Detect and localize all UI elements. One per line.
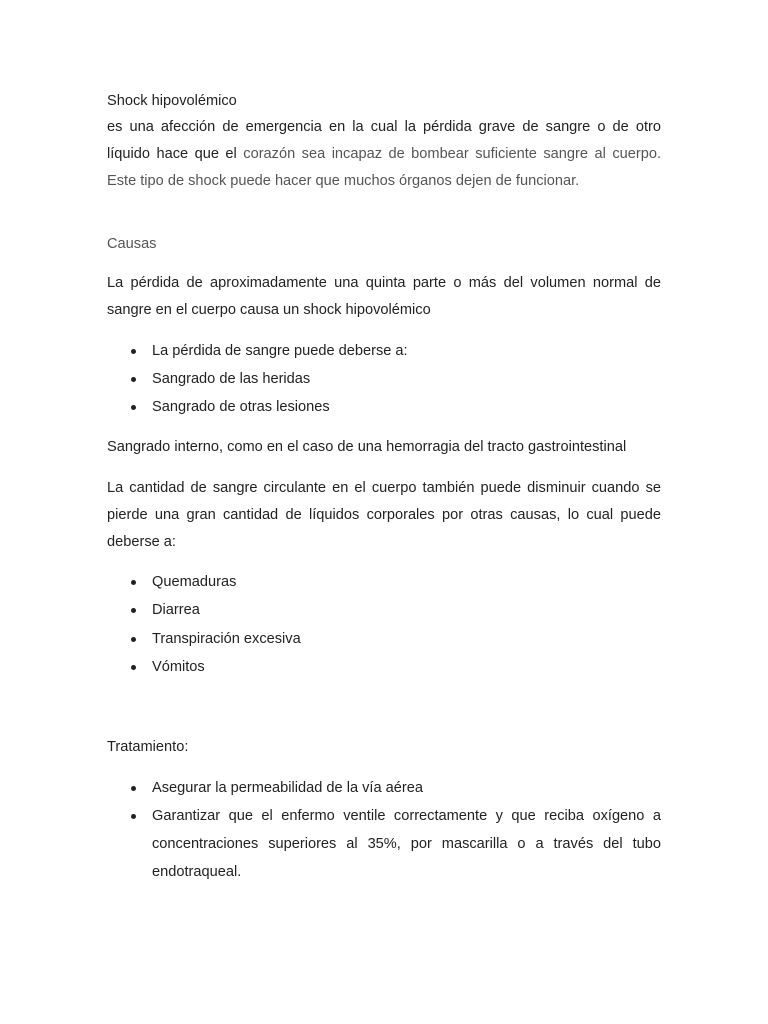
causes-intro: La pérdida de aproximadamente una quinta parte o más del volumen normal de sangre en el cuerpo causa un shock hipovolémico (107, 275, 661, 318)
list-item: Vómitos (107, 653, 661, 681)
intro-text-gray: corazón sea incapaz de bombear suficiente sangre al cuerpo. Este tipo de shock puede hacer que muchos órganos dejen de funcionar. (107, 146, 662, 189)
intro-paragraph (107, 114, 661, 195)
list-item: Sangrado de las heridas (107, 365, 661, 393)
list-item: Sangrado de otras lesiones (107, 393, 661, 421)
blood-loss-list (107, 337, 661, 421)
treatment-heading: Tratamiento: (107, 739, 189, 755)
bullet-icon (131, 405, 136, 410)
list-item: Transpiración excesiva (107, 625, 661, 653)
document-heading: Shock hipovolémico (107, 93, 237, 109)
internal-bleeding-paragraph: Sangrado interno, como en el caso de una hemorragia del tracto gastrointestinal (107, 439, 627, 455)
bullet-icon (131, 814, 136, 819)
list-item: La pérdida de sangre puede deberse a: (107, 337, 661, 365)
bullet-icon (131, 786, 136, 791)
bullet-icon (131, 580, 136, 585)
bullet-icon (131, 377, 136, 382)
bullet-icon (131, 637, 136, 642)
list-item: Quemaduras (107, 568, 661, 596)
list-item: Garantizar que el enfermo ventile correctamente y que reciba oxígeno a concentraciones superiores al 35%, por mascarilla o a través del tubo endotraqueal. (107, 802, 661, 886)
bullet-icon (131, 665, 136, 670)
causes-heading: Causas (107, 236, 157, 252)
fluid-loss-paragraph: La cantidad de sangre circulante en el cuerpo también puede disminuir cuando se pierde una gran cantidad de líquidos corporales por otras causas, lo cual puede deberse a: (107, 480, 661, 550)
list-item: Asegurar la permeabilidad de la vía aérea (107, 774, 661, 802)
treatment-list (107, 774, 661, 886)
bullet-icon (131, 608, 136, 613)
list-item: Diarrea (107, 596, 661, 624)
fluid-loss-list (107, 568, 661, 681)
bullet-icon (131, 349, 136, 354)
intro-text: es una afección de emergencia en la cual la pérdida grave de sangre o de otro líquido hace que el (107, 119, 661, 162)
